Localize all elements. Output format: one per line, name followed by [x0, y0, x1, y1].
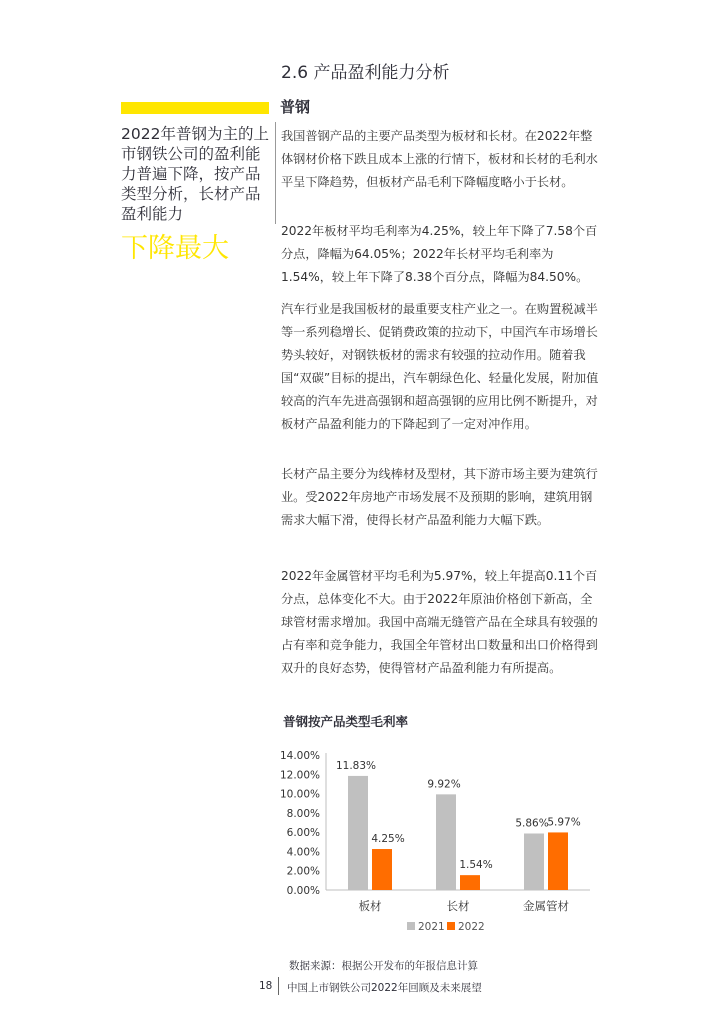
chart-title: 普钢按产品类型毛利率 [283, 714, 409, 729]
bar-2021 [524, 833, 544, 890]
y-tick-label: 2.00% [286, 865, 320, 878]
y-tick-label: 6.00% [286, 827, 320, 840]
legend-swatch-2021 [407, 922, 415, 930]
accent-bar [121, 102, 269, 114]
footer-title: 中国上市钢铁公司2022年回顾及未来展望 [287, 982, 482, 994]
y-tick-label: 4.00% [286, 846, 320, 859]
y-tick-label: 10.00% [279, 788, 320, 801]
data-label: 5.86% [515, 817, 549, 830]
x-tick-label: 板材 [358, 899, 382, 913]
y-tick-label: 8.00% [286, 807, 320, 820]
x-tick-label: 金属管材 [523, 899, 569, 913]
legend-swatch-2022 [447, 922, 455, 930]
bar-2022 [460, 875, 480, 890]
subheading: 普钢 [280, 98, 311, 116]
paragraph-4: 长材产品主要分为线棒材及型材，其下游市场主要为建筑行业。受2022年房地产市场发展不及预期的影响，建筑用钢需求大幅下滑，使得长材产品盈利能力大幅下跌。 [281, 467, 598, 527]
bar-2022 [548, 832, 568, 890]
bar-2021 [436, 794, 456, 890]
legend-label: 2021 [418, 921, 445, 933]
bar-2021 [348, 776, 368, 890]
paragraph-2: 2022年板材平均毛利率为4.25%，较上年下降了7.58个百分点，降幅为64.05%；2022年长材平均毛利率为1.54%，较上年下降了8.38个百分点，降幅为84.50%。 [281, 224, 598, 284]
legend-label: 2022 [458, 921, 485, 933]
data-label: 9.92% [427, 778, 461, 791]
page-number: 18 [259, 980, 273, 992]
y-tick-label: 12.00% [279, 769, 320, 782]
sidebar-highlight: 下降最大 [121, 233, 229, 264]
x-tick-label: 长材 [446, 899, 470, 913]
sidebar-divider [275, 122, 276, 224]
bar-chart [270, 735, 600, 945]
data-label: 4.25% [371, 833, 405, 846]
sidebar-summary: 2022年普钢为主的上市钢铁公司的盈利能力普遍下降，按产品类型分析，长材产品盈利能力 [121, 125, 269, 223]
data-source: 数据来源：根据公开发布的年报信息计算 [289, 960, 478, 972]
section-title: 2.6 产品盈利能力分析 [281, 63, 450, 83]
y-tick-label: 14.00% [279, 750, 320, 762]
paragraph-1: 我国普钢产品的主要产品类型为板材和长材。在2022年整体钢材价格下跌且成本上涨的行情下，板材和长材的毛利水平呈下降趋势，但板材产品毛利下降幅度略小于长材。 [281, 129, 598, 189]
bar-2022 [372, 849, 392, 890]
data-label: 1.54% [459, 859, 493, 872]
footer-divider [278, 977, 279, 995]
y-tick-label: 0.00% [286, 885, 320, 897]
data-label: 5.97% [547, 816, 581, 829]
data-label: 11.83% [335, 759, 377, 772]
paragraph-3: 汽车行业是我国板材的最重要支柱产业之一。在购置税减半等一系列稳增长、促销费政策的拉动下，中国汽车市场增长势头较好，对钢铁板材的需求有较强的拉动作用。随着我国“双碳”目标的提出，汽车朝绿色化、轻量化发展，附加值较高的汽车先进高强钢和超高强钢的应用比例不断提升，对板材产品盈利能力的下降起到了一定对冲作用。 [281, 302, 599, 431]
paragraph-5: 2022年金属管材平均毛利为5.97%，较上年提高0.11个百分点，总体变化不大。由于2022年原油价格创下新高，全球管材需求增加。我国中高端无缝管产品在全球具有较强的占有率和竞争能力，我国全年管材出口数量和出口价格得到双升的良好态势，使得管材产品盈利能力有所提高。 [281, 569, 598, 675]
